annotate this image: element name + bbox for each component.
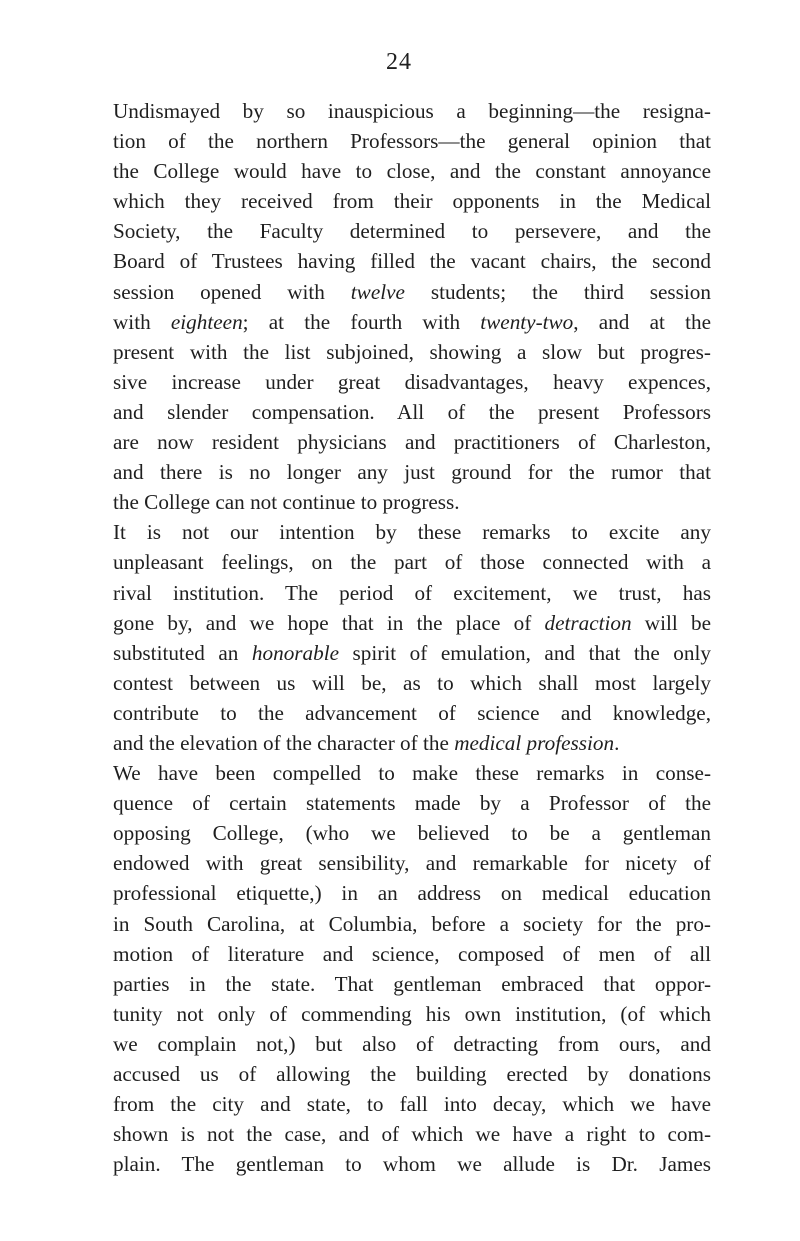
text-segment: It is not our intention by these remarks to excite any [113,520,711,545]
body-text [113,96,711,1179]
text-line [113,878,711,908]
text-line [113,909,711,939]
text-segment: ; at the fourth with [242,309,481,334]
text-segment: accused us of allowing the building erected by donations [113,1062,711,1086]
text-segment: session opened with [113,279,351,304]
text-line [113,457,711,487]
text-line [113,186,711,216]
italic-text: detraction [544,610,632,635]
text-segment: tion of the northern Professors—the general opinion that [113,129,711,154]
text-segment: from the city and state, to fall into decay, which we have [113,1092,711,1117]
text-segment: We have been compelled to make these remarks in conse- [113,761,711,786]
text-segment: quence of certain statements made by a Professor of the [113,791,711,816]
text-segment: in South Carolina, at Columbia, before a society for the pro- [113,911,711,936]
text-segment: the College would have to close, and the constant annoyance [113,159,711,184]
text-line [113,487,711,517]
text-line [113,337,711,367]
text-segment: sive increase under great disadvantages, heavy expences, [113,369,711,394]
text-line [113,939,711,969]
text-segment: we complain not,) but also of detracting from ours, and [113,1031,711,1056]
text-segment: present with the list subjoined, showing a slow but progres- [113,339,711,364]
text-line [113,126,711,156]
text-segment: Society, the Faculty determined to persevere, and the [113,219,711,244]
text-segment: contribute to the advancement of science and knowledge, [113,700,711,725]
text-line [113,1029,711,1059]
text-line [113,668,711,698]
text-line [113,367,711,397]
text-line [113,698,711,728]
text-line [113,427,711,457]
text-segment: contest between us will be, as to which shall most largely [113,670,711,695]
text-segment: gone by, and we hope that in the place of [113,610,545,635]
text-segment: tunity not only of commending his own institution, (of which [113,1001,711,1026]
text-segment: professional etiquette,) in an address on medical education [113,881,711,906]
text-segment: spirit of emulation, and that the only [339,640,711,665]
text-segment: unpleasant feelings, on the part of those connected with a [113,550,711,575]
italic-text: twelve [350,279,405,304]
text-line [113,999,711,1029]
text-line [113,246,711,276]
text-line [113,216,711,246]
text-segment: opposing College, (who we believed to be a gentleman [113,821,711,846]
text-line [113,1149,711,1179]
text-line [113,788,711,818]
text-segment: , and at the [573,309,711,334]
text-line [113,1089,711,1119]
text-line [113,1119,711,1149]
text-segment: with [113,309,171,334]
text-line [113,728,711,758]
text-segment: substituted an [113,640,252,665]
text-segment: parties in the state. That gentleman embraced that oppor- [113,971,711,996]
italic-text: honorable [251,640,340,665]
page-number: 24 [386,49,412,75]
text-line [113,277,711,307]
text-segment: which they received from their opponents in the Medical [113,189,711,214]
text-line [113,848,711,878]
italic-text: medical profession [454,730,615,755]
text-segment: motion of literature and science, composed of men of all [113,941,711,966]
text-line [113,638,711,668]
text-segment: students; the third session [404,279,711,304]
text-line [113,307,711,337]
text-segment: and there is no longer any just ground for the rumor that [113,460,711,485]
text-segment: the College can not continue to progress. [113,490,460,515]
text-segment: and slender compensation. All of the present Professors [113,399,711,424]
text-line [113,818,711,848]
text-segment: rival institution. The period of excitement, we trust, has [113,580,711,605]
text-line [113,578,711,608]
text-line [113,547,711,577]
text-line [113,96,711,126]
text-segment: are now resident physicians and practitioners of Charleston, [113,430,711,455]
text-line [113,758,711,788]
text-line [113,397,711,427]
text-line [113,969,711,999]
text-segment: Undismayed by so inauspicious a beginning—the resigna- [113,99,711,123]
text-segment: will be [631,610,711,635]
text-segment: endowed with great sensibility, and remarkable for nicety of [113,851,711,876]
text-segment: plain. The gentleman to whom we allude is Dr. James [113,1152,711,1177]
text-line [113,156,711,186]
text-segment: and the elevation of the character of the [113,730,455,755]
italic-text: eighteen [170,309,243,334]
text-segment: shown is not the case, and of which we have a right to com- [113,1122,711,1147]
text-line [113,517,711,547]
text-line [113,608,711,638]
italic-text: twenty-two [480,309,574,334]
text-segment: Board of Trustees having filled the vacant chairs, the second [113,249,711,274]
text-segment: . [614,730,620,755]
text-line [113,1059,711,1089]
